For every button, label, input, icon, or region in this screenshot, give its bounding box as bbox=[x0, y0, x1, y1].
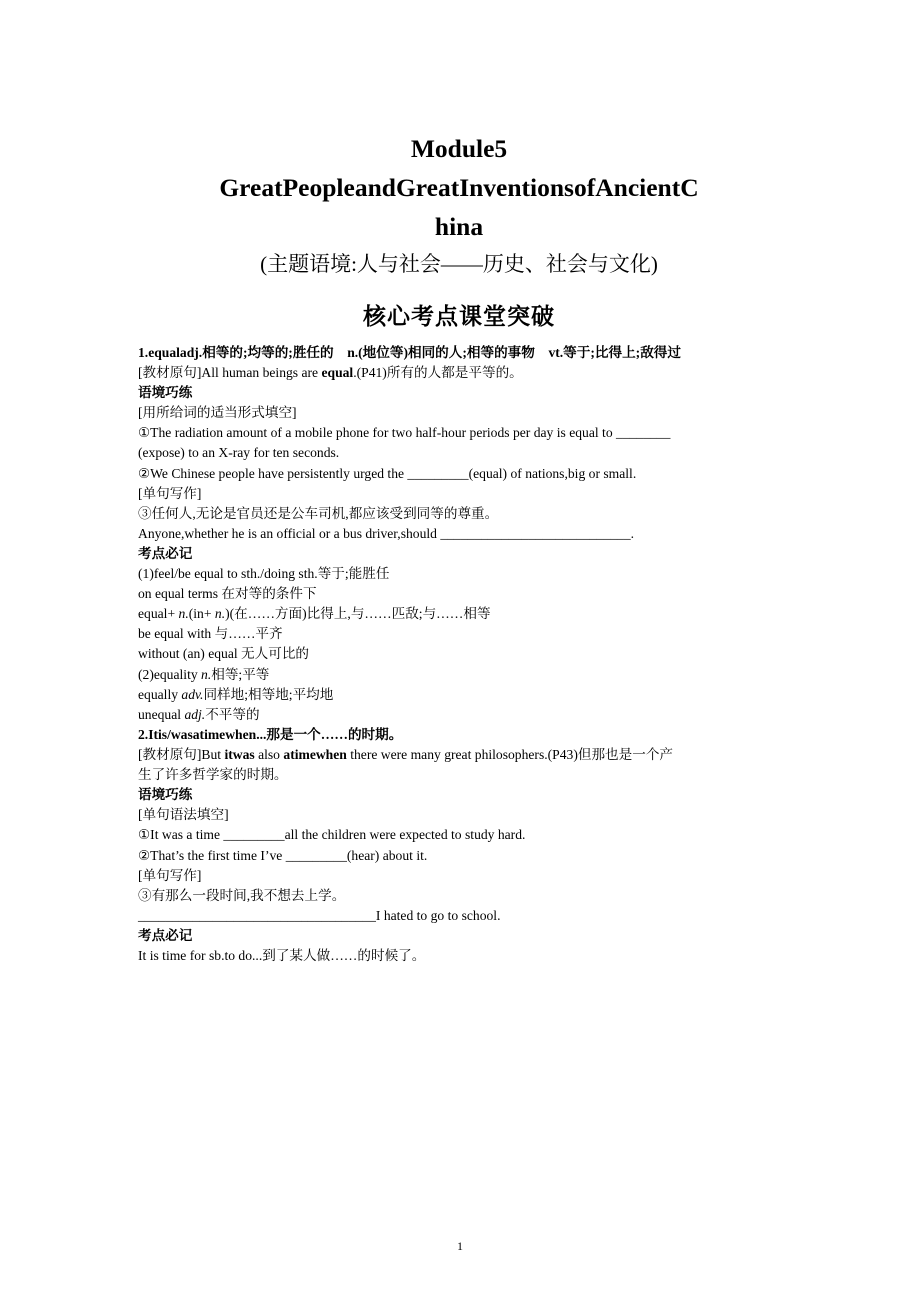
entry-1 bbox=[138, 343, 780, 725]
entry-1-note-2: equal+ n.(in+ n.)(在……方面)比得上,与……匹敌;与……相等 bbox=[138, 606, 491, 622]
entry-1-q3b: Anyone,whether he is an official or a bus driver,should ____________________________. bbox=[138, 525, 635, 541]
page-number: 1 bbox=[457, 1239, 463, 1253]
entry-1-q3: ③任何人,无论是官员还是公车司机,都应该受到同等的尊重。 bbox=[138, 505, 499, 521]
entry-2-q1: ①It was a time _________all the children were expected to study hard. bbox=[138, 827, 526, 843]
section-heading: 核心考点课堂突破 bbox=[363, 302, 555, 329]
entry-1-note-4: without (an) equal 无人可比的 bbox=[138, 646, 310, 662]
entry-2-practice-label: 语境巧练 bbox=[138, 787, 193, 803]
entry-1-note-6: equally adv.同样地;相等地;平均地 bbox=[138, 686, 334, 702]
entry-1-textbook-line: [教材原句]All human beings are equal.(P41)所有的人都是平等的。 bbox=[138, 364, 523, 380]
entry-2-q2: ②That’s the first time I’ve _________(hear) about it. bbox=[138, 847, 428, 863]
entry-2-q3b: ___________________________________I hated to go to school. bbox=[138, 907, 501, 923]
entry-1-head: 1.equaladj.相等的;均等的;胜任的 n.(地位等)相同的人;相等的事物 vt.等于;比得上;敌得过 bbox=[138, 344, 681, 360]
entry-2-textbook-line2: 生了许多哲学家的时期。 bbox=[138, 767, 288, 783]
title-line-2: GreatPeopleandGreatInventionsofAncientC bbox=[219, 172, 699, 202]
entry-2 bbox=[138, 725, 780, 966]
entry-1-sub2-label: [单句写作] bbox=[138, 485, 202, 501]
title-line-1: Module5 bbox=[410, 134, 508, 163]
entry-1-note-7: unequal adj.不平等的 bbox=[138, 706, 260, 722]
entry-2-note-0: It is time for sb.to do...到了某人做……的时候了。 bbox=[138, 948, 426, 964]
entry-1-sub1-label: [用所给词的适当形式填空] bbox=[138, 405, 297, 421]
entry-1-q1b: (expose) to an X-ray for ten seconds. bbox=[138, 445, 340, 461]
entry-2-textbook-line: [教材原句]But itwas also atimewhen there were many great philosophers.(P43)但那也是一个产 bbox=[138, 747, 674, 763]
entry-2-sub1-label: [单句语法填空] bbox=[138, 807, 229, 823]
entry-1-q1: ①The radiation amount of a mobile phone for two half-hour periods per day is equal to ________ bbox=[138, 425, 671, 441]
page-subtitle: (主题语境:人与社会——历史、社会与文化) bbox=[260, 252, 658, 277]
title-line-3: hina bbox=[434, 211, 484, 241]
page-title bbox=[138, 130, 780, 246]
entry-2-q3: ③有那么一段时间,我不想去上学。 bbox=[138, 887, 346, 903]
entry-1-q2: ②We Chinese people have persistently urged the _________(equal) of nations,big or small. bbox=[138, 465, 637, 481]
entry-1-note-5: (2)equality n.相等;平等 bbox=[138, 666, 270, 682]
entry-1-notes-label: 考点必记 bbox=[138, 545, 193, 561]
entry-2-head: 2.Itis/wasatimewhen...那是一个……的时期。 bbox=[138, 726, 403, 742]
entry-1-note-0: (1)feel/be equal to sth./doing sth.等于;能胜任 bbox=[138, 566, 390, 582]
entry-1-note-1: on equal terms 在对等的条件下 bbox=[138, 586, 317, 602]
entry-2-sub2-label: [单句写作] bbox=[138, 867, 202, 883]
entry-1-note-3: be equal with 与……平齐 bbox=[138, 626, 283, 642]
entry-2-notes-label: 考点必记 bbox=[138, 928, 193, 944]
entry-1-practice-label: 语境巧练 bbox=[138, 385, 193, 401]
